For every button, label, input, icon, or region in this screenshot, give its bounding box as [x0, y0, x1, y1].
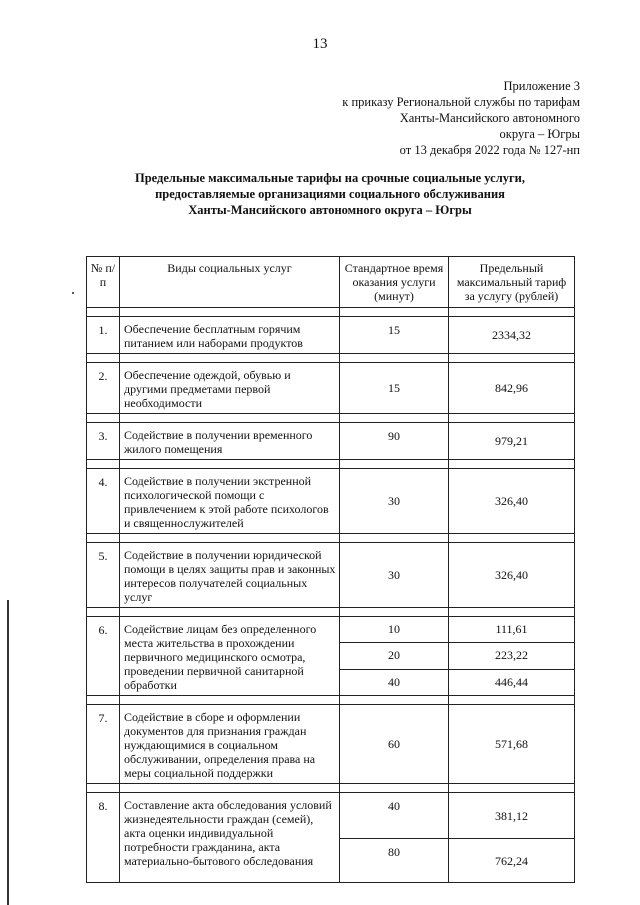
row-number: 7. [87, 705, 120, 784]
row-spacer [87, 696, 575, 705]
appendix-block [342, 78, 580, 158]
service-price: 223,22 [449, 643, 575, 669]
table-row [87, 705, 575, 784]
service-price: 381,12 [449, 793, 575, 839]
scan-edge-mark [7, 600, 9, 905]
row-number: 5. [87, 543, 120, 608]
scan-speck [72, 292, 74, 294]
service-time: 15 [340, 363, 449, 414]
row-spacer [87, 308, 575, 317]
service-price: 571,68 [449, 705, 575, 784]
service-name: Обеспечение бесплатным горячим питанием или наборами продуктов [120, 317, 340, 354]
table-row [87, 423, 575, 460]
title-line: Ханты-Мансийского автономного округа – Югры [188, 203, 472, 217]
appendix-line: округа – Югры [499, 127, 580, 141]
service-name: Содействие в получении экстренной психологической помощи с привлечением к этой работе психологов и священнослужителей [120, 469, 340, 534]
table-row [87, 363, 575, 414]
row-spacer [87, 784, 575, 793]
row-spacer [87, 354, 575, 363]
appendix-line: от 13 декабря 2022 года № 127-нп [399, 143, 580, 157]
tariffs-table [86, 256, 575, 883]
service-time: 90 [340, 423, 449, 460]
service-time: 80 [340, 839, 449, 883]
row-number: 4. [87, 469, 120, 534]
title-line: Предельные максимальные тарифы на срочные социальные услуги, [135, 171, 525, 185]
service-price: 326,40 [449, 543, 575, 608]
service-price: 979,21 [449, 423, 575, 460]
service-name: Содействие лицам без определенного места жительства в прохождении первичного медицинского осмотра, проведении первичной санитарной обработки [120, 617, 340, 696]
row-spacer [87, 414, 575, 423]
title-line: предоставляемые организациями социального обслуживания [155, 187, 505, 201]
service-price: 2334,32 [449, 317, 575, 354]
page-number: 13 [312, 36, 328, 52]
service-time: 20 [340, 643, 449, 669]
header-number: № п/п [87, 257, 120, 308]
header-time: Стандартное время оказания услуги (минут) [340, 257, 449, 308]
appendix-line: Приложение 3 [503, 79, 580, 93]
appendix-line: к приказу Региональной службы по тарифам [342, 95, 580, 109]
row-number: 6. [87, 617, 120, 696]
table-row [87, 793, 575, 839]
service-price: 842,96 [449, 363, 575, 414]
service-name: Содействие в получении временного жилого помещения [120, 423, 340, 460]
service-time: 40 [340, 669, 449, 695]
service-price: 111,61 [449, 617, 575, 643]
service-time: 40 [340, 793, 449, 839]
row-number: 3. [87, 423, 120, 460]
table-row [87, 469, 575, 534]
table-row [87, 317, 575, 354]
service-time: 30 [340, 469, 449, 534]
row-number: 8. [87, 793, 120, 883]
header-service: Виды социальных услуг [120, 257, 340, 308]
table-header-row [87, 257, 575, 308]
table-row [87, 617, 575, 643]
row-spacer [87, 608, 575, 617]
service-price: 762,24 [449, 839, 575, 883]
service-name: Содействие в получении юридической помощи в целях защиты прав и законных интересов получателей социальных услуг [120, 543, 340, 608]
row-number: 2. [87, 363, 120, 414]
service-name: Содействие в сборе и оформлении документов для признания граждан нуждающимися в социальном обслуживании, определения права на меры социальной поддержки [120, 705, 340, 784]
row-number: 1. [87, 317, 120, 354]
service-time: 10 [340, 617, 449, 643]
service-name: Составление акта обследования условий жизнедеятельности граждан (семей), акта оценки индивидуальной потребности гражданина, акта материально-бытового обследования [120, 793, 340, 883]
appendix-line: Ханты-Мансийского автономного [399, 111, 580, 125]
service-time: 60 [340, 705, 449, 784]
document-title [80, 170, 580, 218]
row-spacer [87, 534, 575, 543]
service-name: Обеспечение одеждой, обувью и другими предметами первой необходимости [120, 363, 340, 414]
service-time: 30 [340, 543, 449, 608]
row-spacer [87, 460, 575, 469]
service-time: 15 [340, 317, 449, 354]
service-price: 446,44 [449, 669, 575, 695]
header-price: Предельный максимальный тариф за услугу (рублей) [449, 257, 575, 308]
table-row [87, 543, 575, 608]
service-price: 326,40 [449, 469, 575, 534]
